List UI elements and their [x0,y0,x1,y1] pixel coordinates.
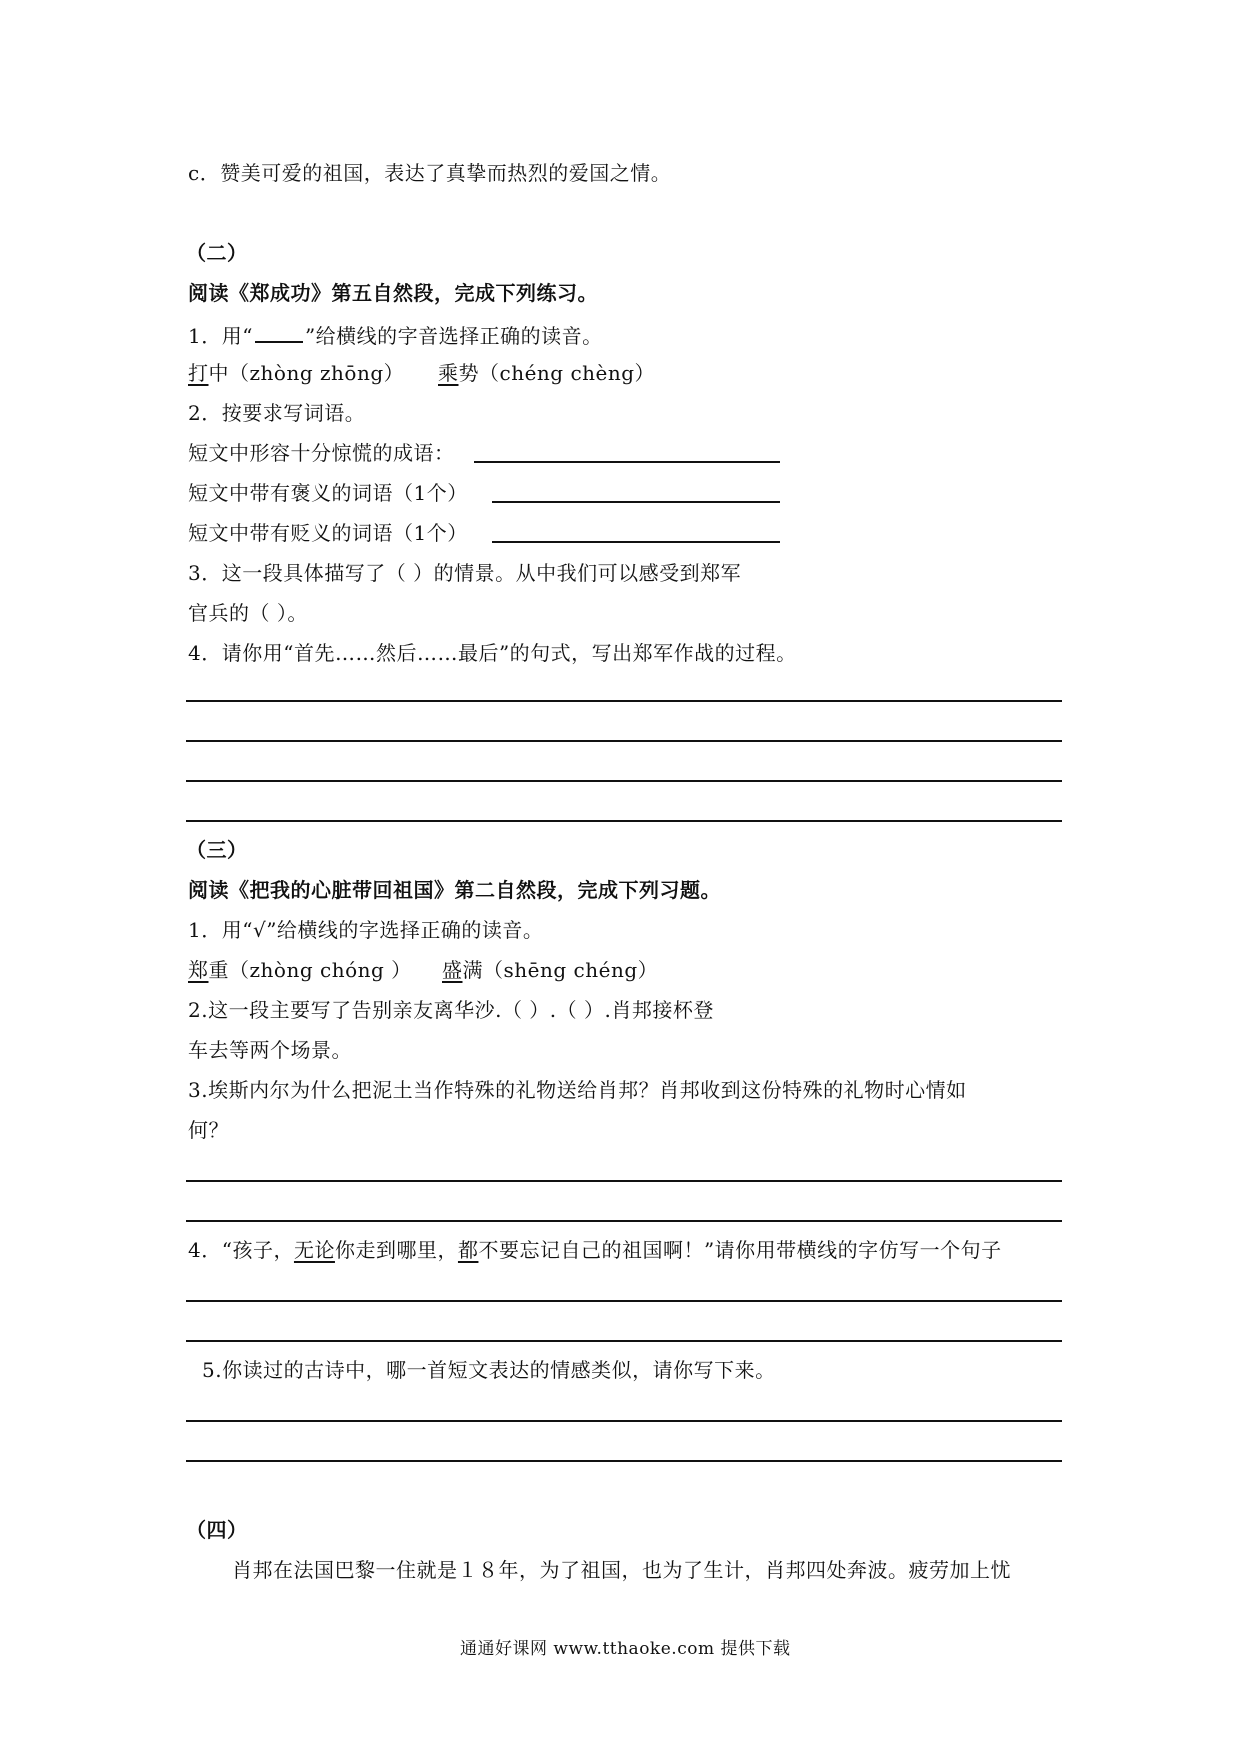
q3-4 [188,1240,1002,1260]
answer-line[interactable] [492,541,780,543]
q3-3-line2: 何？ [188,1118,229,1142]
underlined-char: 乘 [438,361,459,385]
answer-line[interactable] [186,700,1062,702]
pinyin-options: 重（zhòng chóng ） [208,958,412,982]
answer-line[interactable] [186,1460,1062,1462]
answer-line[interactable] [186,1420,1062,1422]
q3-1: 1．用“√”给横线的字选择正确的读音。 [188,918,544,942]
q3-4-post: 不要忘记自己的祖国啊！”请你用带横线的字仿写一个句子 [478,1238,1002,1262]
q2-4: 4．请你用“首先……然后……最后”的句式，写出郑军作战的过程。 [188,641,797,665]
pinyin-options: 势（chéng chèng） [458,361,656,385]
q2-2c: 短文中带有贬义的词语（1个） [188,521,468,545]
section-2-instruction: 阅读《郑成功》第五自然段，完成下列练习。 [188,281,598,305]
underlined-char: 郑 [188,958,209,982]
q2-3-line2: 官兵的（ ）。 [188,601,308,625]
q2-2b: 短文中带有褒义的词语（1个） [188,481,468,505]
q2-1 [188,323,603,346]
q3-2-line1: 2.这一段主要写了告别亲友离华沙.（ ）.（ ）.肖邦接杯登 [188,998,714,1022]
underlined-char: 打 [188,361,209,385]
q2-2a: 短文中形容十分惊慌的成语： [188,441,455,465]
option-c: c．赞美可爱的祖国，表达了真挚而热烈的爱国之情。 [188,161,672,185]
answer-line[interactable] [186,1220,1062,1222]
q2-1-post: ”给横线的字音选择正确的读音。 [304,324,603,348]
q3-5: 5.你读过的古诗中，哪一首短文表达的情感类似，请你写下来。 [202,1358,776,1382]
answer-line[interactable] [186,1180,1062,1182]
q2-1-word2 [438,363,655,383]
q3-4-mid: 你走到哪里， [334,1238,458,1262]
section-4-paragraph: 肖邦在法国巴黎一住就是１８年，为了祖国，也为了生计，肖邦四处奔波。疲劳加上忧 [232,1558,1011,1582]
section-4-heading: （四） [186,1518,248,1542]
q3-4-pre: 4．“孩子， [188,1238,294,1262]
q2-2: 2．按要求写词语。 [188,401,366,425]
page-footer: 通通好课网 www.tthaoke.com 提供下载 [460,1639,791,1659]
underlined-word: 都 [457,1238,479,1262]
q3-2-line2: 车去等两个场景。 [188,1038,352,1062]
section-3-instruction: 阅读《把我的心脏带回祖国》第二自然段，完成下列习题。 [188,878,721,902]
underlined-char: 盛 [442,958,463,982]
answer-line[interactable] [186,740,1062,742]
answer-line[interactable] [186,820,1062,822]
pinyin-options: 中（zhòng zhōng） [208,361,405,385]
q2-3-line1: 3．这一段具体描写了（ ）的情景。从中我们可以感受到郑军 [188,561,742,585]
q3-1-word2 [442,960,658,980]
q3-3-line1: 3.埃斯内尔为什么把泥土当作特殊的礼物送给肖邦？肖邦收到这份特殊的礼物时心情如 [188,1078,967,1102]
q2-1-word1 [188,363,404,383]
answer-line[interactable] [186,1340,1062,1342]
mark-blank [255,323,303,343]
section-3-heading: （三） [186,838,248,862]
q2-1-pre: 1．用“ [188,324,253,348]
pinyin-options: 满（shēng chéng） [462,958,659,982]
answer-line[interactable] [186,780,1062,782]
answer-line[interactable] [474,461,780,463]
section-2-heading: （二） [186,241,248,265]
q3-1-word1 [188,960,412,980]
underlined-word: 无论 [293,1238,335,1262]
answer-line[interactable] [186,1300,1062,1302]
answer-line[interactable] [492,501,780,503]
